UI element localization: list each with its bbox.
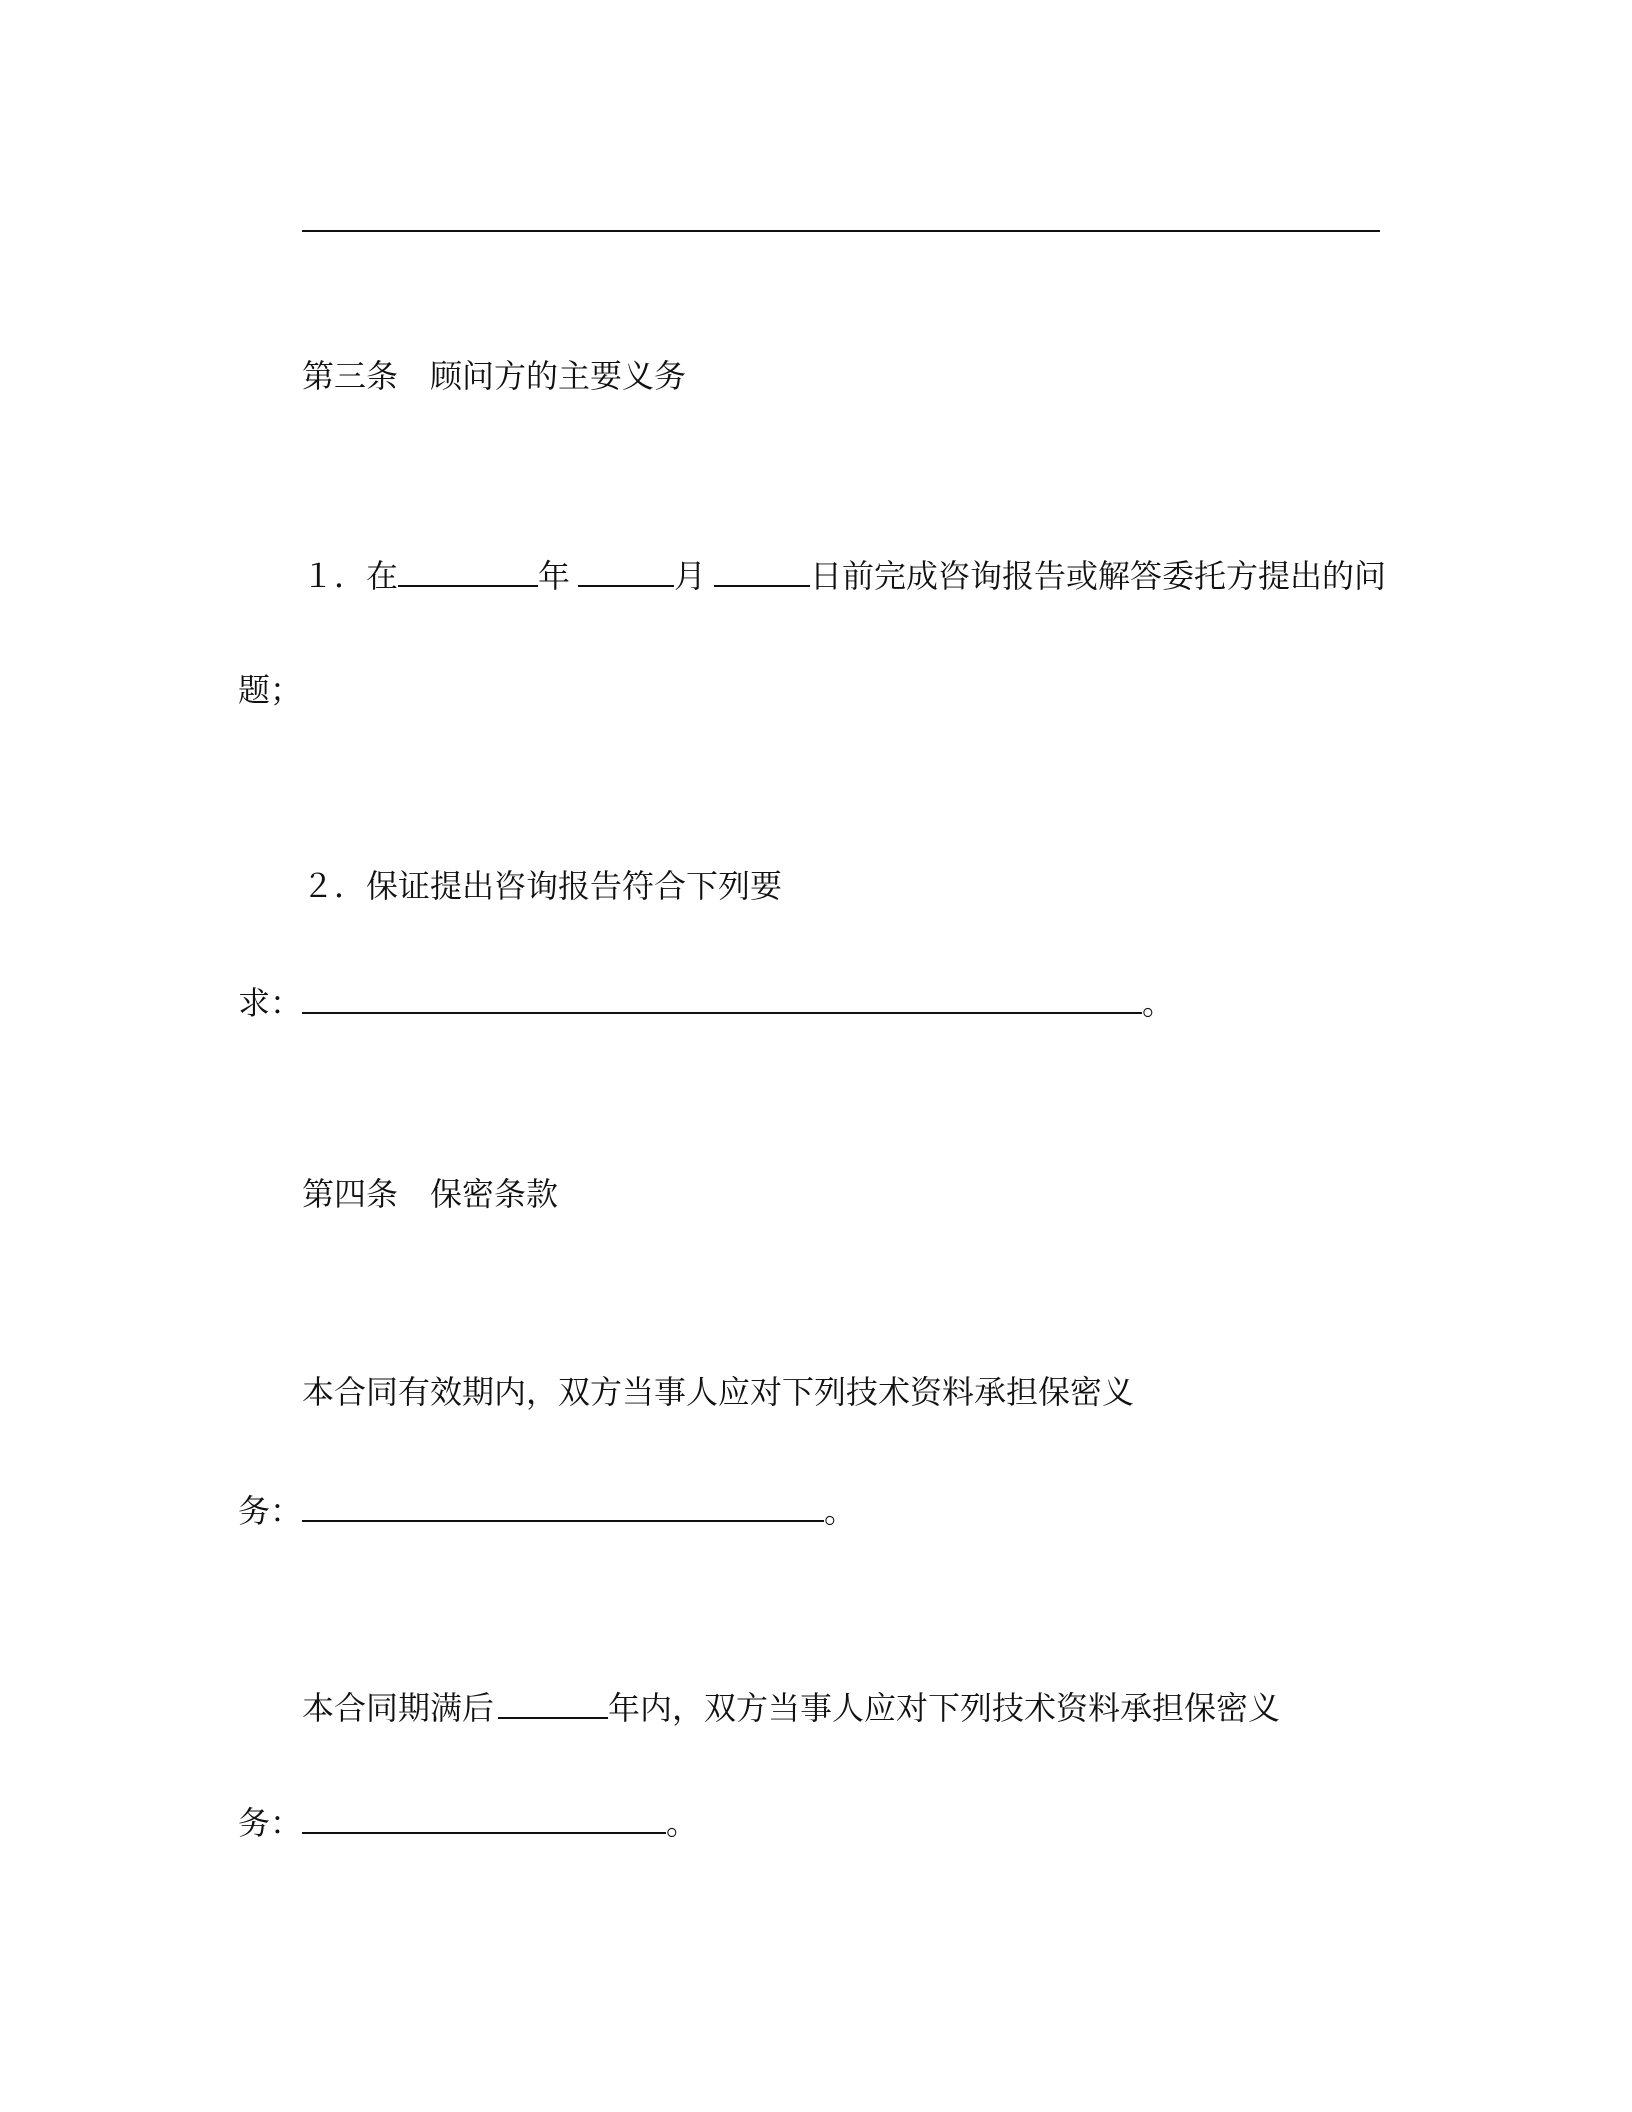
article3-heading: [302, 356, 686, 396]
confidential-materials-blank-2[interactable]: [302, 1800, 666, 1834]
year-blank[interactable]: [398, 553, 538, 587]
article4-heading: [302, 1174, 558, 1214]
article4-title: 保密条款: [430, 1175, 559, 1213]
article4-number: 第四条: [302, 1175, 399, 1213]
article4-para1: [302, 1372, 1134, 1412]
item1-rest: 日前完成咨询报告或解答委托方提出的问: [810, 557, 1387, 595]
item2-end: 。: [1142, 984, 1175, 1022]
article4-para1-cont: [238, 1488, 856, 1528]
article3-item2-cont: [238, 980, 1174, 1020]
para1-cont: 务：: [238, 1492, 303, 1530]
requirements-blank[interactable]: [302, 980, 1142, 1014]
month-blank[interactable]: [578, 553, 674, 587]
confidential-materials-blank-1[interactable]: [302, 1488, 824, 1522]
item1-month-label: 月: [674, 557, 707, 595]
years-after-expiry-blank[interactable]: [498, 1685, 608, 1719]
item1-cont: 题；: [238, 671, 303, 709]
article3-item1-cont: [238, 670, 302, 710]
article4-para2-cont: [238, 1800, 698, 1840]
item1-year-label: 年: [538, 557, 571, 595]
item1-prefix: １．在: [302, 557, 399, 595]
para1-text: 本合同有效期内，双方当事人应对下列技术资料承担保密义: [302, 1373, 1135, 1411]
item2-cont: 求：: [238, 984, 303, 1022]
para2-prefix: 本合同期满后: [302, 1689, 495, 1727]
article3-number: 第三条: [302, 357, 399, 395]
top-fill-line: [302, 230, 1380, 232]
para2-cont: 务：: [238, 1804, 303, 1842]
para2-end: 。: [666, 1804, 699, 1842]
item2-text: ２．保证提出咨询报告符合下列要: [302, 867, 783, 905]
day-blank[interactable]: [714, 553, 810, 587]
article3-title: 顾问方的主要义务: [430, 357, 687, 395]
article3-item1: [302, 553, 1386, 593]
article3-item2: [302, 866, 782, 906]
para1-end: 。: [824, 1492, 857, 1530]
para2-rest: 年内，双方当事人应对下列技术资料承担保密义: [608, 1689, 1281, 1727]
article4-para2: [302, 1685, 1280, 1725]
